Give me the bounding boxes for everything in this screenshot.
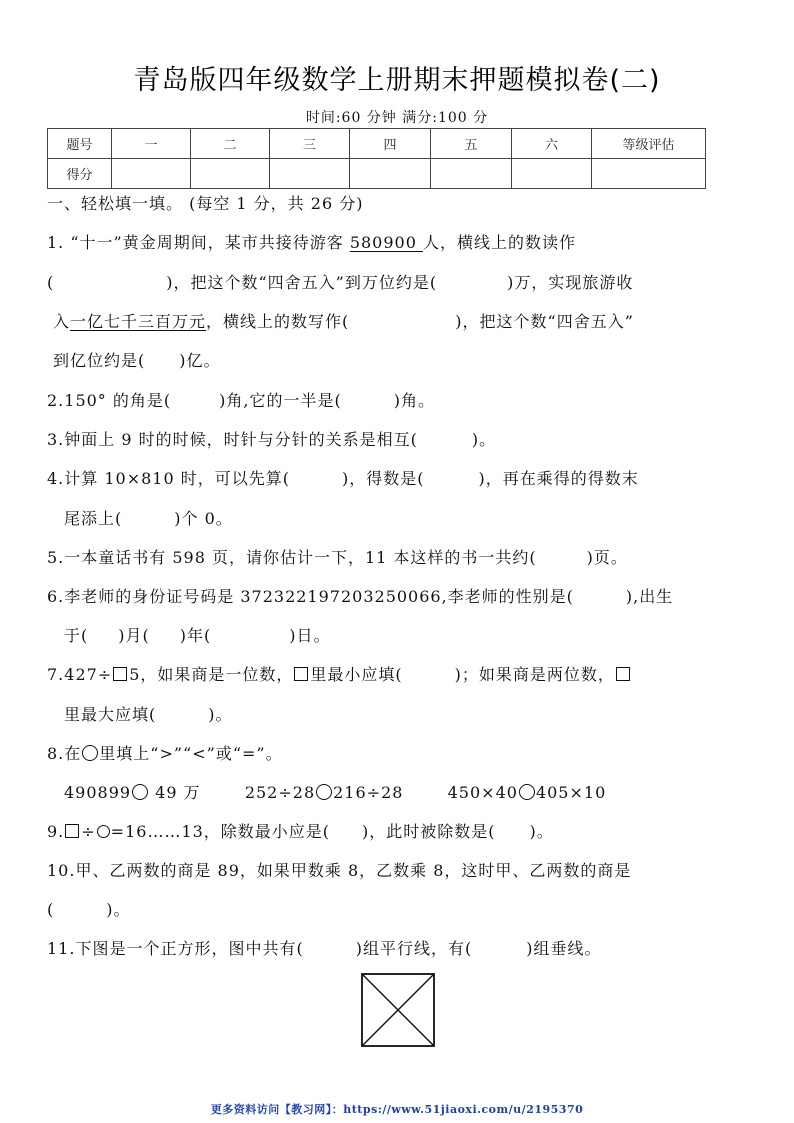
text: )，再在乘得的得数末	[478, 469, 639, 488]
text: 5，如果商是一位数，	[129, 665, 294, 684]
text: 7.427÷	[47, 665, 113, 684]
text: 3.钟面上 9 时的时候，时针与分针的关系是相互(	[47, 430, 418, 449]
question-3	[47, 427, 496, 450]
section-heading: 一、轻松填一填。 (每空 1 分，共 26 分)	[47, 194, 364, 213]
text: 1. “十一”黄金周期间，某市共接待游客	[47, 233, 350, 252]
score-cell[interactable]	[592, 159, 706, 189]
footer-link[interactable]: 更多资料访问【教习网】：https://www.51jiaoxi.com/u/2195370	[210, 1103, 584, 1116]
circle-icon	[97, 825, 110, 838]
text: )组平行线，有(	[355, 939, 473, 958]
text: ÷	[81, 822, 96, 841]
compare-circle-icon[interactable]	[316, 784, 332, 800]
table-header-cell: 一	[112, 129, 191, 159]
text: )；如果商是两位数，	[454, 665, 615, 684]
question-1-line-2	[47, 270, 633, 293]
text: )万，实现旅游收	[507, 273, 634, 292]
text: 4.计算 10×810 时，可以先算(	[47, 469, 290, 488]
score-cell[interactable]	[270, 159, 350, 189]
underlined-number: 580900	[349, 233, 423, 252]
text: )组垂线。	[526, 939, 602, 958]
text: ，横线上的数写作(	[206, 312, 350, 331]
question-1-line-3	[53, 309, 634, 332]
table-row-label: 得分	[48, 159, 112, 189]
text: 里填上“>”“<”或“=”。	[99, 744, 283, 763]
table-header-cell: 四	[350, 129, 431, 159]
text: 405×10	[535, 783, 607, 802]
score-cell[interactable]	[191, 159, 270, 189]
text: 里最小应填(	[310, 665, 403, 684]
text: 入	[53, 312, 71, 331]
circle-icon	[82, 745, 98, 761]
text: )角,它的一半是(	[219, 391, 342, 410]
text: )。	[529, 822, 554, 841]
text: 490899	[64, 783, 132, 802]
table-header-cell: 六	[512, 129, 592, 159]
text: )页。	[586, 548, 628, 567]
question-1-line-1	[47, 230, 576, 253]
text: 尾添上(	[64, 509, 123, 528]
compare-circle-icon[interactable]	[519, 784, 535, 800]
underlined-text: 一亿七千三百万元	[70, 312, 207, 331]
question-9	[47, 819, 554, 842]
table-row	[48, 129, 706, 159]
text: )月(	[118, 626, 150, 645]
score-cell[interactable]	[431, 159, 512, 189]
text: )日。	[289, 626, 331, 645]
text: )，得数是(	[342, 469, 425, 488]
score-cell[interactable]	[350, 159, 431, 189]
question-4-line-2	[64, 506, 233, 529]
question-5	[47, 545, 628, 568]
text: 216÷28	[333, 783, 404, 802]
table-header-cell: 三	[270, 129, 350, 159]
text: )个 0。	[174, 509, 233, 528]
question-4-line-1	[47, 466, 639, 489]
table-header-cell: 二	[191, 129, 270, 159]
table-header-cell: 等级评估	[592, 129, 706, 159]
text: 里最大应填(	[64, 705, 157, 724]
square-box-icon	[616, 667, 630, 681]
text: )，此时被除数是(	[362, 822, 496, 841]
text: )角。	[393, 391, 435, 410]
text: )。	[208, 705, 233, 724]
page-title: 青岛版四年级数学上册期末押题模拟卷(二)	[133, 65, 661, 96]
exam-time-and-score: 时间:60 分钟 满分:100 分	[305, 110, 489, 126]
question-8-line-1	[47, 741, 283, 764]
question-11	[47, 936, 601, 959]
square-box-icon	[65, 824, 79, 838]
text: )年(	[179, 626, 212, 645]
score-table	[47, 128, 706, 189]
text: ),出生	[625, 587, 674, 606]
table-header-cell: 题号	[48, 129, 112, 159]
text: )，把这个数“四舍五入”	[455, 312, 634, 331]
question-10-line-2	[47, 897, 131, 920]
question-1-line-4	[53, 348, 221, 371]
text: )。	[471, 430, 497, 449]
text: 9.	[47, 822, 65, 841]
question-7-line-2	[64, 702, 233, 725]
text: 于(	[64, 626, 89, 645]
text: 人，横线上的数读作	[422, 233, 576, 252]
table-header-cell: 五	[431, 129, 512, 159]
question-6-line-2	[64, 623, 331, 646]
score-cell[interactable]	[112, 159, 191, 189]
text: 8.在	[47, 744, 82, 763]
text: (	[47, 900, 55, 919]
text: )，把这个数“四舍五入”到万位约是(	[166, 273, 438, 292]
square-with-diagonals-figure	[361, 973, 435, 1047]
text: =16……13，除数最小应是(	[110, 822, 331, 841]
question-8-line-2	[64, 780, 606, 803]
question-7-line-1	[47, 662, 632, 685]
text: 2.150° 的角是(	[47, 391, 172, 410]
question-6-line-1	[47, 584, 673, 607]
score-cell[interactable]	[512, 159, 592, 189]
text: 450×40	[447, 783, 518, 802]
table-row	[48, 159, 706, 189]
text: 10.甲、乙两数的商是 89，如果甲数乘 8，乙数乘 8，这时甲、乙两数的商是	[47, 861, 632, 880]
question-2	[47, 388, 435, 411]
square-box-icon	[113, 667, 127, 681]
text: )亿。	[179, 351, 221, 370]
text: 11.下图是一个正方形，图中共有(	[47, 939, 304, 958]
text: 5.一本童话书有 598 页，请你估计一下，11 本这样的书一共约(	[47, 548, 537, 567]
text: (	[47, 273, 55, 292]
text: 49 万	[149, 783, 201, 802]
square-box-icon	[294, 667, 308, 681]
text: 到亿位约是(	[53, 351, 146, 370]
question-10-line-1	[47, 858, 631, 881]
text: )。	[106, 900, 131, 919]
compare-circle-icon[interactable]	[132, 784, 148, 800]
text: 252÷28	[244, 783, 316, 802]
text: 6.李老师的身份证号码是 372322197203250066,李老师的性别是(	[47, 587, 574, 606]
